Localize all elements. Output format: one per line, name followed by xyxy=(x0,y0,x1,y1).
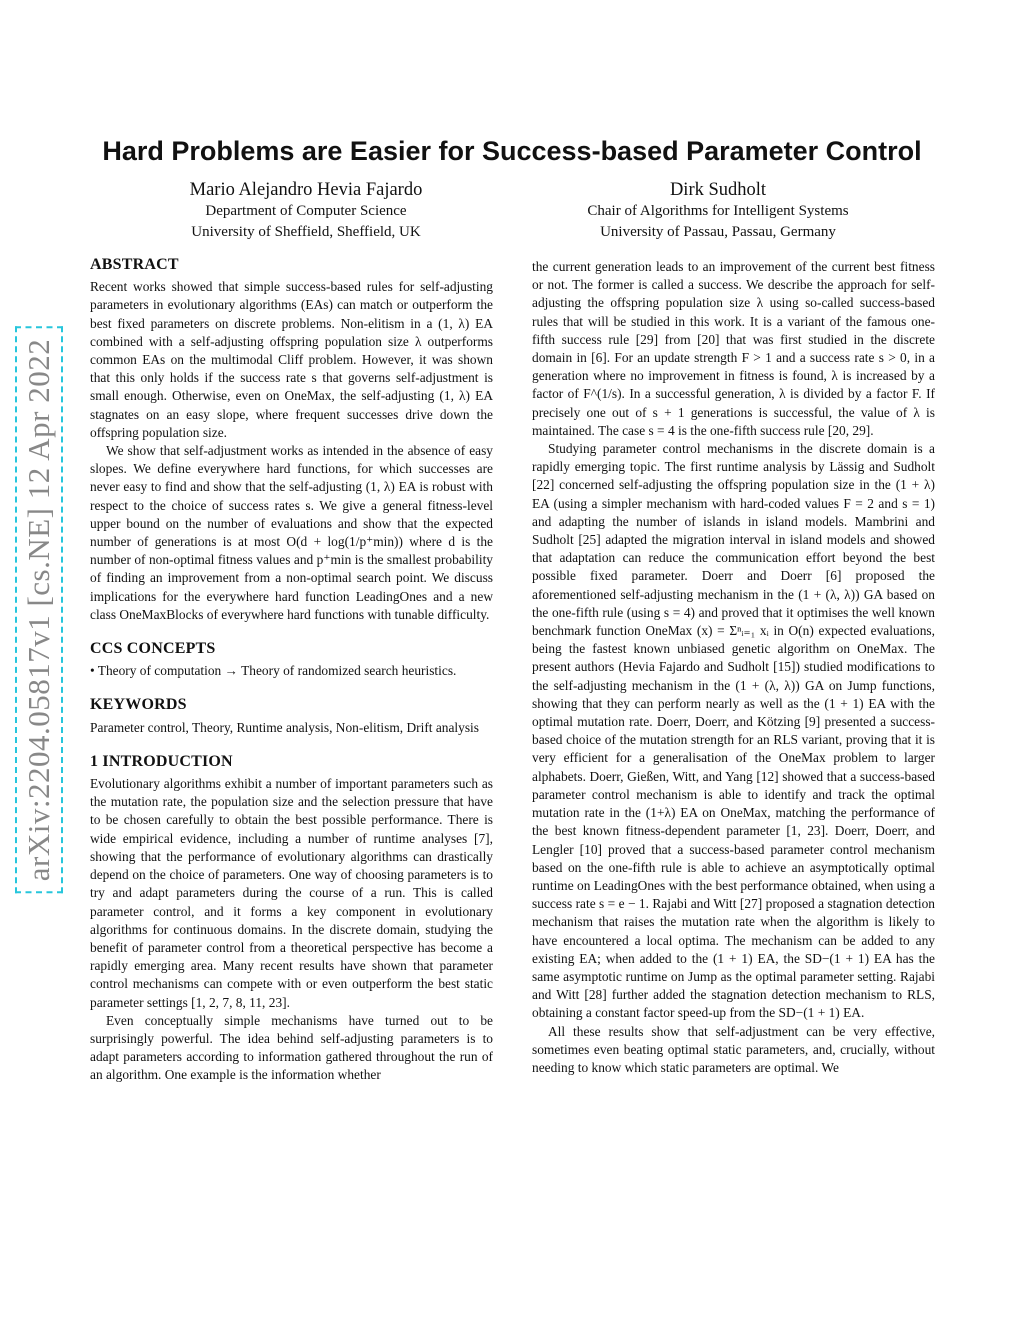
author-department: Department of Computer Science xyxy=(205,203,407,219)
keywords-heading: KEYWORDS xyxy=(90,696,187,714)
right-column xyxy=(532,258,935,1077)
abstract-heading: ABSTRACT xyxy=(90,256,179,273)
ccs-heading: CCS CONCEPTS xyxy=(90,640,216,658)
author-institution: University of Passau, Passau, Germany xyxy=(600,224,836,240)
abstract-paragraph: Recent works showed that simple success-based rules for self-adjusting parameters in evolutionary algorithms (EAs) can match or outperform the best fixed parameters on discrete problems. Non-elitism in a (1, λ) EA combined with a self-adjusting offspring population size λ outperforms common EAs on the multimodal Cliff problem. However, it was shown that this only holds if the success rate s that governs self-adjustment is small enough. Otherwise, even on OneMax, the self-adjusting (1, λ) EA stagnates on an easy slope, where frequent successes drive down the offspring population size. xyxy=(90,279,493,440)
introduction-heading: 1 INTRODUCTION xyxy=(90,752,233,770)
author-block-2 xyxy=(518,180,918,243)
keywords-text: Parameter control, Theory, Runtime analysis, Non-elitism, Drift analysis xyxy=(90,719,479,735)
arxiv-identifier: arXiv:2204.05817v1 [cs.NE] 12 Apr 2022 xyxy=(15,327,63,894)
intro-paragraph: Even conceptually simple mechanisms have turned out to be surprisingly powerful. The idea behind self-adjusting parameters is to adapt parameters according to information gathered throughout the run of an algorithm. One example is the information whether xyxy=(90,1012,493,1083)
abstract-paragraph: We show that self-adjustment works as intended in the absence of easy slopes. We define everywhere hard functions, for which successes are never easy to find and show that the self-adjusting (1, λ) EA is robust with respect to the choice of success rates s. We give a general fitness-level upper bound on the number of evaluations and show that the expected number of generations is at most O(d + log(1/p⁺min)) where d is the number of non-optimal fitness values and p⁺min is the smallest probability of finding an improvement from a non-optimal search point. We discuss implications for the everywhere hard function LeadingOnes and a new class OneMaxBlocks of everywhere hard functions with tunable difficulty. xyxy=(90,443,493,622)
ccs-text: • Theory of computation → Theory of randomized search heuristics. xyxy=(90,663,457,679)
body-paragraph: All these results show that self-adjustment can be very effective, sometimes even beating optimal static parameters, and, crucially, without needing to know which static parameters are optimal. We xyxy=(532,1023,935,1075)
author-name: Dirk Sudholt xyxy=(669,180,767,200)
author-name: Mario Alejandro Hevia Fajardo xyxy=(189,180,423,200)
intro-paragraph: Evolutionary algorithms exhibit a number of important parameters such as the mutation rate, the population size and the selection pressure that have to be chosen carefully to obtain the best possible performance. There is wide empirical evidence, including a number of runtime analyses [7], showing that the performance of evolutionary algorithms can drastically depend on the choice of parameters. One way of choosing parameters is to try and adapt parameters during the course of a run. This is called parameter control, and it forms a key component in evolutionary algorithms for continuous domains. In the discrete domain, studying the benefit of parameter control from a theoretical perspective has become a rapidly emerging area. Many recent results have shown that parameter control mechanisms can compete with or even outperform the best static parameter settings [1, 2, 7, 8, 11, 23]. xyxy=(90,776,493,1010)
author-department: Chair of Algorithms for Intelligent Systems xyxy=(587,203,849,219)
left-column xyxy=(90,256,493,1085)
body-paragraph: Studying parameter control mechanisms in the discrete domain is a rapidly emerging topic. The first runtime analysis by Lässig and Sudholt [22] concerned self-adjusting the offspring population size in the (1 + λ) EA (using a simpler mechanism with hard-coded values F = 2 and s = 1) and adapting the number of islands in island models. Mambrini and Sudholt [25] adapted the migration interval in island models and showed that adaptation can reduce the communication effort beyond the best possible fixed parameter. Doerr and Doerr [6] proposed the aforementioned self-adjusting mechanism in the (1 + (λ, λ)) GA based on the one-fifth rule (using s = 4) and proved that it optimises the well known benchmark function OneMax (x) = Σⁿᵢ₌₁ xᵢ in O(n) expected evaluations, being the fastest known unbiased genetic algorithm on OneMax. The present authors (Hevia Fajardo and Sudholt [15]) studied modifications to the self-adjusting mechanism in the (1 + (λ, λ)) GA on Jump functions, showing that they can perform nearly as well as the (1 + 1) EA with the optimal mutation rate. Doerr, Doerr, and Kötzing [9] presented a success-based choice of the mutation strength for an RLS variant, proving that it is very efficient for a generalisation of the OneMax problem to larger alphabets. Doerr, Gießen, Witt, and Yang [12] showed that a success-based parameter control mechanism is able to identify and track the optimal mutation rate in the (1+λ) EA on OneMax, matching the performance of the best known fitness-dependent parameter [1, 23]. Doerr, Doerr, and Lengler [10] proved that a success-based parameter control mechanism based on the one-fifth rule is able to achieve an asymptotically optimal runtime on LeadingOnes with the best performance obtained, when using a success rate s = e − 1. Rajabi and Witt [27] proposed a stagnation detection mechanism that raises the mutation rate when the algorithm is likely to have encountered a local optima. The mechanism can be added to any existing EA; when added to the (1 + 1) EA, the SD−(1 + 1) EA has the same asymptotic runtime on Jump as the optimal parameter setting. Rajabi and Witt [28] further added the stagnation detection mechanism to RLS, obtaining a constant factor speed-up from the SD−(1 + 1) EA. xyxy=(532,441,935,1021)
arxiv-sidebar xyxy=(14,310,64,910)
author-institution: University of Sheffield, Sheffield, UK xyxy=(191,224,421,240)
author-block-1 xyxy=(106,180,506,243)
body-paragraph: the current generation leads to an improvement of the current best fitness or not. The former is called a success. We describe the approach for self-adjusting the offspring population size λ using so-called success-based rules that will be studied in this work. It is a variant of the famous one-fifth success rule [29] from [20] that was first studied in the discrete domain in [6]. For an update strength F > 1 and a success rate s > 0, in a generation where no improvement in fitness is found, λ is increased by a factor of F^(1/s). In a successful generation, λ is divided by a factor F. If precisely one out of s + 1 generations is successful, the value of λ is maintained. The case s = 4 is the one-fifth success rule [20, 29]. xyxy=(532,259,935,438)
paper-title: Hard Problems are Easier for Success-based Parameter Control xyxy=(102,136,922,166)
